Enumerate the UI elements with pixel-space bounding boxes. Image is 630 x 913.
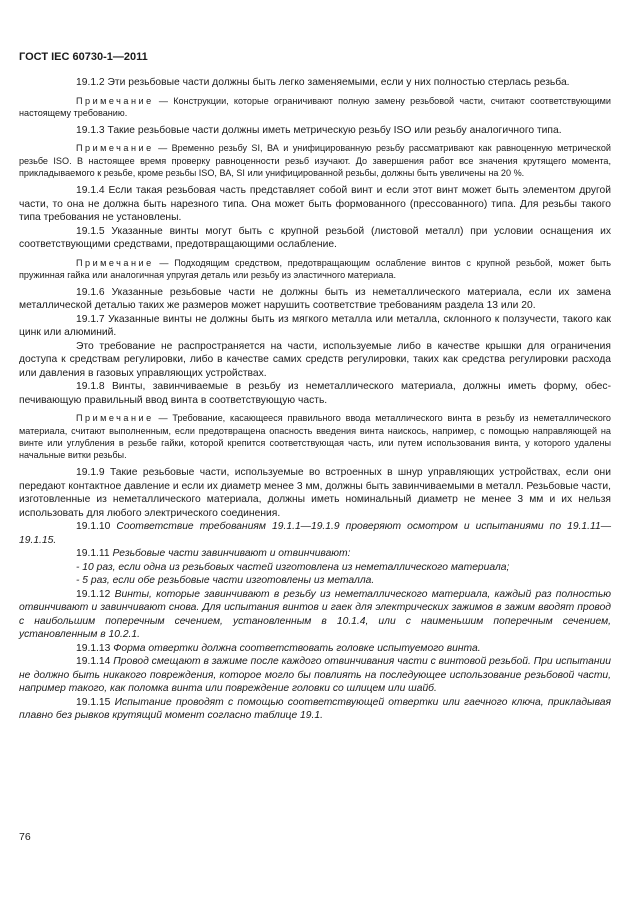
clause-number: 19.1.11	[76, 548, 113, 560]
note-paragraph	[19, 412, 611, 461]
clause-italic-text: Резьбовые части завинчивают и отвинчивают:	[112, 548, 351, 560]
clause-paragraph	[19, 655, 611, 696]
note-paragraph	[19, 142, 611, 179]
clause-number: 19.1.12	[76, 588, 115, 600]
clause-italic-text: Форма отвертки должна соответствовать головке испытуемого винта.	[113, 642, 481, 654]
page-number: 76	[19, 831, 31, 843]
note-paragraph	[19, 95, 611, 119]
body-paragraph: 19.1.5 Указанные винты могут быть с крупной резьбой (листовой металл) при условии оснащения их соответствующими средствами, предотвращающими ослабление.	[19, 225, 611, 251]
document-body	[19, 76, 611, 723]
note-text: — Конструкции, которые ограничивают полную замену резьбовой части, считают соответствующими настоящему требованию.	[19, 95, 611, 118]
clause-italic-text: Испытание проводят с помощью соответствующей отвертки или гаечного ключа, прикладывая плавно без рывков крутящий момент согласно таблице 19.1.	[19, 696, 611, 722]
note-label: Примечание	[76, 413, 154, 424]
clause-number: 19.1.15	[76, 696, 115, 708]
clause-italic-text: Винты, которые завинчивают в резьбу из неметаллического материала, каждый раз полностью отвинчивают и завинчивают снова. Для испытания винтов и гаек для электрических зажимов в зажим вводят провод с наибольшим поперечным сечением, установленным в 10.1.4, или с наименьшим поперечным сечением, установленным в 10.2.1.	[19, 588, 611, 641]
body-paragraph: Это требование не распространяется на части, используемые либо в качестве крышки для ограничения доступа к средствам регулировки, либо в качестве самих средств регулировки, таких как средства регулировки расхода или давления в газовых управляющих устройствах.	[19, 340, 611, 379]
body-paragraph: 19.1.2 Эти резьбовые части должны быть легко заменяемыми, если у них полностью стерлась резьба.	[76, 77, 570, 88]
body-paragraph: 19.1.4 Если такая резьбовая часть представляет собой винт и если этот винт может быть элементом другой части, то она не должна быть нарезного типа. Она может быть формованного (прессованного) типа. Для резьбы такого типа требования не установлены.	[19, 185, 611, 224]
body-paragraph: 19.1.9 Такие резьбовые части, используемые во встроенных в шнур управляющих устройствах, если они передают контактное давление и если их диаметр менее 3 мм, должны быть завинчиваемыми в металл. Резьбовые части, изготовленные из неметаллического материала, должны иметь номинальный диаметр не менее 3 мм и их нельзя использовать для любого электрического соединения.	[19, 467, 611, 519]
list-item: - 10 раз, если одна из резьбовых частей изготовлена из неметаллического материала;	[76, 561, 510, 573]
note-label: Примечание	[76, 143, 154, 154]
list-item: - 5 раз, если обе резьбовые части изготовлены из металла.	[76, 575, 375, 587]
note-label: Примечание	[76, 95, 154, 106]
document-header: ГОСТ IEC 60730-1—2011	[19, 51, 148, 63]
clause-paragraph	[19, 520, 611, 547]
clause-paragraph	[19, 696, 611, 723]
clause-paragraph	[19, 588, 611, 642]
clause-paragraph	[19, 547, 611, 561]
body-paragraph: 19.1.8 Винты, завинчиваемые в резьбу из неметаллического материала, должны иметь форму, обеспечивающую правильный ввод винта в соответствующую часть.	[19, 381, 611, 406]
note-text: — Временно резьбу SI, ВА и унифицированную резьбу рассматривают как равноценную метрической резьбе ISO. В настоящее время проверку равноценности резьб изучают. До завершения работ все значения крутящего момента, прикладываемого к резьбе, кроме резьбы ISO, ВА, SI или унифицированной резьбы, должны быть увеличены на 20 %.	[19, 143, 611, 178]
body-paragraph: 19.1.3 Такие резьбовые части должны иметь метрическую резьбу ISO или резьбу аналогичного типа.	[76, 124, 562, 136]
body-paragraph: 19.1.6 Указанные резьбовые части не должны быть из неметаллического материала, если их замена металлической деталью таких же размеров может нарушить соответствие требованиям раздела 13 или 20.	[19, 286, 611, 312]
note-text: — Требование, касающееся правильного ввода металлического винта в резьбу из неметаллического материала, считают выполненным, если предотвращена опасность введения винта наискось, например, с помощью направляющей на винте или углубления в резьбе гайки, которой крепится соответствующая часть, или путем использования винта, у которого удалены начальные витки резьбы.	[19, 413, 611, 461]
clause-number: 19.1.10	[76, 521, 117, 533]
clause-paragraph	[19, 642, 611, 656]
clause-number: 19.1.14	[76, 656, 114, 668]
note-label: Примечание	[76, 257, 154, 268]
clause-italic-text: Соответствие требованиям 19.1.1—19.1.9 проверяют осмотром и испытаниями по 19.1.11—19.1.15.	[19, 521, 612, 546]
body-paragraph: 19.1.7 Указанные винты не должны быть из мягкого металла или металла, склонного к ползучести, такого как цинк или алюминий.	[19, 313, 611, 339]
note-paragraph	[19, 257, 611, 281]
clause-italic-text: Провод смещают в зажиме после каждого отвинчивания части с винтовой резьбой. При испытании не должно быть никакого повреждения, которое могло бы повлиять на последующее использование резьбовой части, например такого, как поломка винта или повреждение головки со шлицем или шайб.	[19, 656, 611, 695]
clause-number: 19.1.13	[76, 642, 114, 654]
note-text: — Подходящим средством, предотвращающим ослабление винтов с крупной резьбой, может быть пружинная гайка или аналогичная упругая деталь или резьбу из эластичного материала.	[19, 257, 611, 280]
